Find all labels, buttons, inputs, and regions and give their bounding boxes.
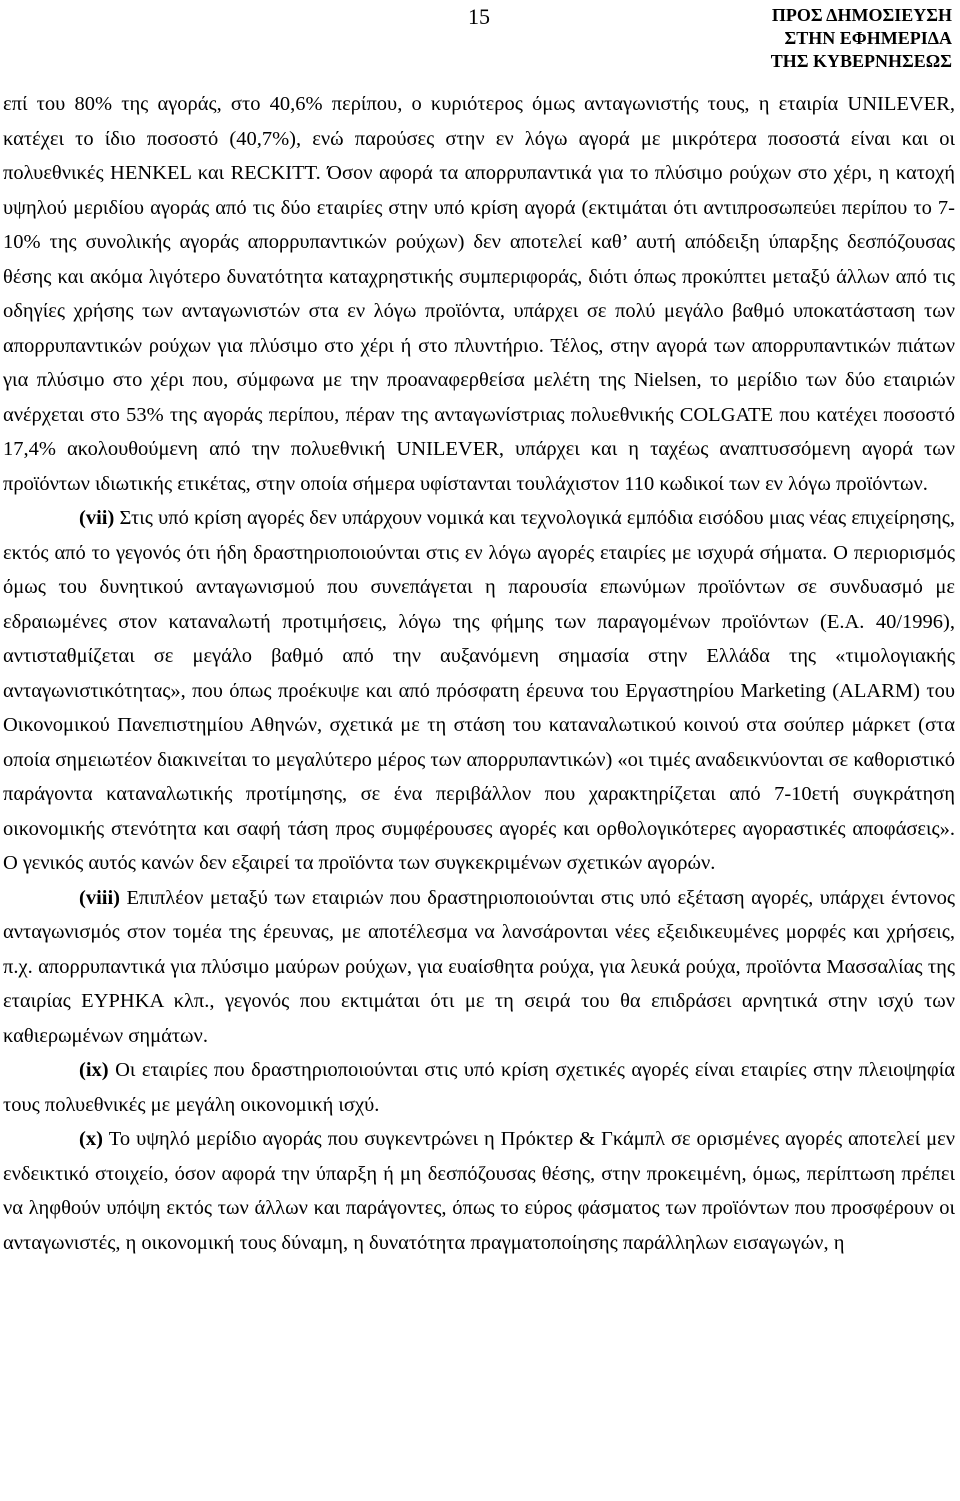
paragraph-viii [3, 881, 955, 1054]
paragraph-text: Επιπλέον μεταξύ των εταιριών που δραστηριοποιούνται στις υπό εξέταση αγορές, υπάρχει έντονος ανταγωνισμός στον τομέα της έρευνας, με αποτέλεσμα να λανσάρονται νέες εξειδικευμένες μορφές και χρήσεις, π.χ. απορρυπαντικά για πλύσιμο μαύρων ρούχων, για ευαίσθητα ρούχα, για λευκά ρούχα, προϊόντα Μασσαλίας της εταιρίας ΕΥΡΗΚΑ κλπ., γεγονός που εκτιμάται ότι με τη σειρά του θα επιδράσει αρνητικά στην ισχύ των καθιερωμένων σημάτων. [3, 886, 955, 1047]
paragraph-label: (viii) [79, 886, 120, 909]
publication-line-2: ΣΤΗΝ ΕΦΗΜΕΡΙΔΑ [784, 28, 952, 48]
paragraph-text: Οι εταιρίες που δραστηριοποιούνται στις υπό κρίση σχετικές αγορές είναι εταιρίες στην πλειοψηφία τους πολυεθνικές με μεγάλη οικονομική ισχύ. [3, 1059, 955, 1116]
paragraph-text: Στις υπό κρίση αγορές δεν υπάρχουν νομικά και τεχνολογικά εμπόδια εισόδου μιας νέας επιχείρησης, εκτός από το γεγονός ότι ήδη δραστηριοποιούνται στις εν λόγω αγορές εταιρίες με ισχυρά σήματα. Ο περιορισμός όμως του δυνητικού ανταγωνισμού που συνεπάγεται η παρουσία επωνύμων προϊόντων σε συνδυασμό με εδραιωμένες στον καταναλωτή προτιμήσεις, λόγω της φήμης των παραγομένων προϊόντων (Ε.Α. 40/1996), αντισταθμίζεται σε μεγάλο βαθμό από την αυξανόμενη σημασία στην Ελλάδα της «τιμολογιακής ανταγωνιστικότητας», που όπως προέκυψε και από πρόσφατη έρευνα του Εργαστηρίου Marketing (ALARM) του Οικονομικού Πανεπιστημίου Αθηνών, σχετικά με τη στάση του καταναλωτικού κοινού στα σούπερ μάρκετ (στα οποία σημειωτέον διακινείται το μεγαλύτερο μέρος των απορρυπαντικών) «οι τιμές αναδεικνύονται σε καθοριστικό παράγοντα καταναλωτικής προτίμησης, σε ένα περιβάλλον που χαρακτηρίζεται από 7-10ετή συγκράτηση οικονομικής στενότητα και σαφή τάση προς συμφέρουσες αγορές και ορθολογικότερες αγοραστικές αποφάσεις». Ο γενικός αυτός κανών δεν εξαιρεί τα προϊόντα των συγκεκριμένων σχετικών αγορών. [3, 507, 956, 874]
publication-line-1: ΠΡΟΣ ΔΗΜΟΣΙΕΥΣΗ [771, 5, 952, 25]
publication-line-3: ΤΗΣ ΚΥΒΕΡΝΗΣΕΩΣ [770, 51, 952, 71]
paragraph-x [3, 1122, 955, 1260]
paragraph-label: (ix) [79, 1059, 109, 1081]
publication-header [692, 4, 952, 73]
paragraph-text: Το υψηλό μερίδιο αγοράς που συγκεντρώνει η Πρόκτερ & Γκάμπλ σε ορισμένες αγορές αποτελεί μεν ενδεικτικό στοιχείο, όσον αφορά την ύπαρξη ή μη δεσπόζουσας θέσης, στην προκειμένη, όμως, περίπτωση πρέπει να ληφθούν υπόψη εκτός των άλλων και παράγοντες, όπως το εύρος φάσματος των προϊόντων που προσφέρουν οι ανταγωνιστές, η οικονομική τους δύναμη, η δυνατότητα πραγματοποίησης παράλληλων εισαγωγών, η [3, 1128, 955, 1254]
paragraph-text: επί του 80% της αγοράς, στο 40,6% περίπου, ο κυριότερος όμως ανταγωνιστής τους, η εταιρία UNILEVER, κατέχει το ίδιο ποσοστό (40,7%), ενώ παρούσες στην εν λόγω αγορά με μικρότερα ποσοστά είναι και οι πολυεθνικές HENKEL και RECKITT. Όσον αφορά τα απορρυπαντικά για το πλύσιμο ρούχων στο χέρι, η κατοχή υψηλού μεριδίου αγοράς από τις δύο εταιρίες στην υπό κρίση αγορά (εκτιμάται ότι αντιπροσωπεύει περίπου το 7-10% της συνολικής αγοράς απορρυπαντικών ρούχων) δεν αποτελεί καθ’ αυτή απόδειξη ύπαρξης δεσπόζουσας θέσης και ακόμα λιγότερο δυνατότητα καταχρηστικής συμπεριφοράς, διότι όπως προκύπτει μεταξύ άλλων από τις οδηγίες χρήσης των ανταγωνιστών στα εν λόγω προϊόντα, υπάρχει σε πολύ μεγάλο βαθμό υποκατάσταση των απορρυπαντικών ρούχων για πλύσιμο στο χέρι ή στο πλυντήριο. Τέλος, στην αγορά των απορρυπαντικών πιάτων για πλύσιμο στο χέρι που, σύμφωνα με την προαναφερθείσα μελέτη της Nielsen, το μερίδιο των δύο εταιριών ανέρχεται στο 53% της αγοράς περίπου, πέραν της ανταγωνίστριας πολυεθνικής COLGATE που κατέχει ποσοστό 17,4% ακολουθούμενη από την πολυεθνική UNILEVER, υπάρχει και η ταχέως αναπτυσσόμενη αγορά των προϊόντων ιδιωτικής ετικέτας, στην οποία σήμερα υφίστανται τουλάχιστον 110 κωδικοί των εν λόγω προϊόντων. [3, 93, 955, 495]
paragraph-continuation [3, 87, 955, 501]
document-body [3, 87, 955, 1260]
paragraph-vii [3, 501, 955, 881]
paragraph-label: (vii) [79, 507, 115, 529]
paragraph-ix [3, 1053, 955, 1122]
page-number: 15 [468, 4, 490, 29]
paragraph-label: (x) [79, 1128, 103, 1150]
